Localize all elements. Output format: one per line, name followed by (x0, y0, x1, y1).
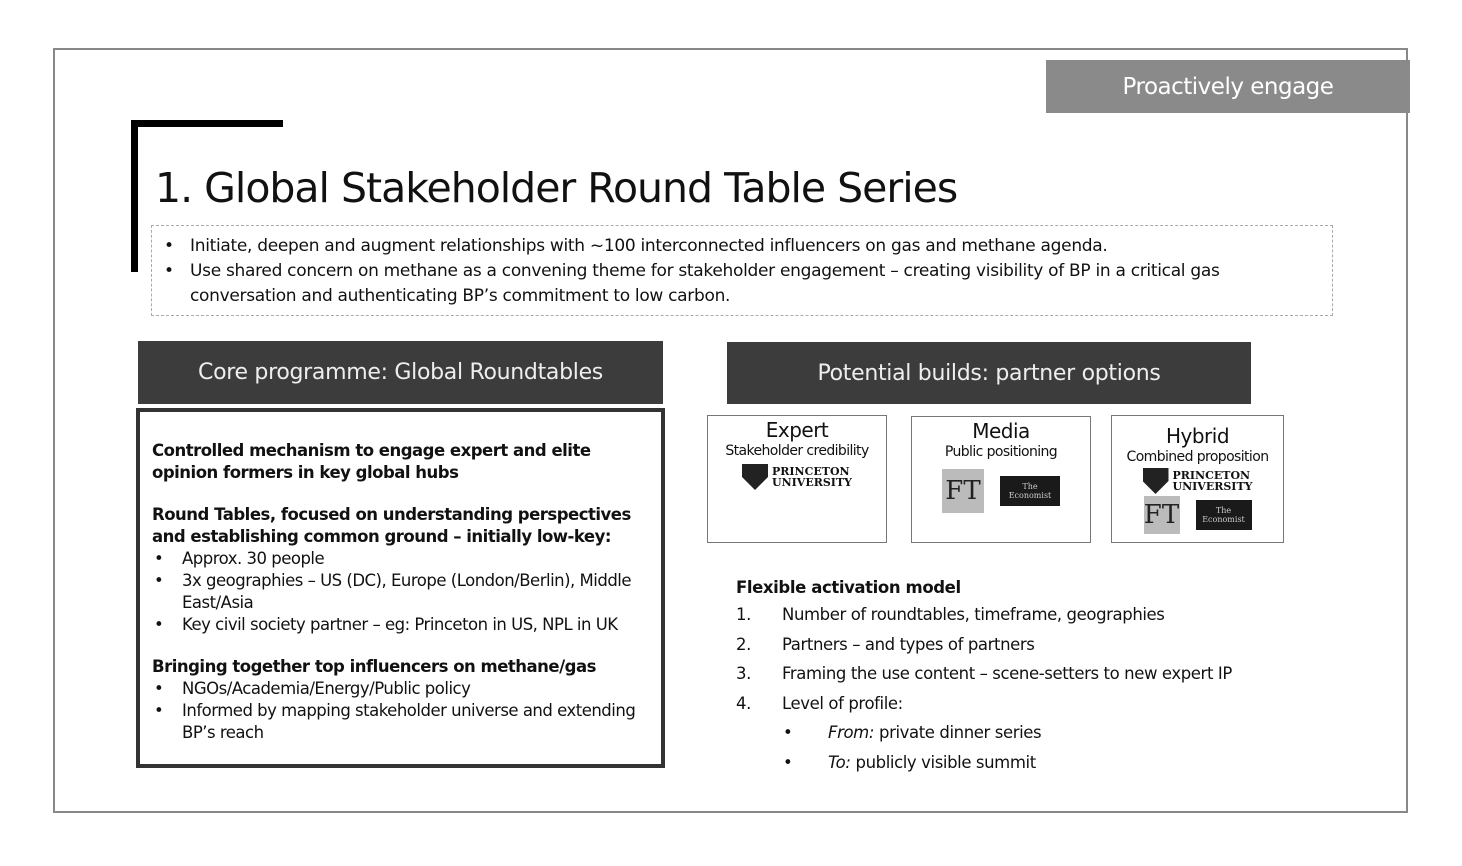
list-item: • Informed by mapping stakeholder universe and extending BP’s reach (152, 700, 649, 744)
economist-logo: The Economist (1000, 476, 1060, 506)
intro-bullet: • Use shared concern on methane as a convening theme for stakeholder engagement – creating visibility of BP in a critical gas conversation and authenticating BP’s commitment to low carbon. (164, 259, 1320, 309)
option-title: Hybrid (1165, 424, 1230, 448)
core-p1: Controlled mechanism to engage expert and elite opinion formers in key global hubs (152, 441, 591, 482)
list-item: • NGOs/Academia/Energy/Public policy (152, 678, 649, 700)
page-title: 1. Global Stakeholder Round Table Series (155, 164, 958, 212)
intro-bullet: • Initiate, deepen and augment relationships with ~100 interconnected influencers on gas and methane agenda. (164, 234, 1320, 259)
list-item: 4. Level of profile: (736, 693, 903, 713)
bracket-decoration (131, 120, 138, 272)
core-p3: Bringing together top influencers on methane/gas (152, 657, 596, 676)
builds-header: Potential builds: partner options (727, 342, 1251, 404)
core-p2: Round Tables, focused on understanding perspectives and establishing common ground – initially low-key: (152, 505, 631, 546)
option-title: Expert (765, 418, 829, 442)
list-item: 1. Number of roundtables, timeframe, geographies (736, 605, 1165, 624)
flex-heading: Flexible activation model (736, 578, 961, 597)
list-item: 3. Framing the use content – scene-setters to new expert IP (736, 664, 1232, 683)
list-item: • Approx. 30 people (152, 548, 649, 570)
ft-logo: FT (1144, 496, 1180, 534)
sub-item-from: • From: private dinner series (783, 723, 1042, 742)
princeton-logo: PRINCETON UNIVERSITY (708, 464, 886, 490)
option-subtitle: Public positioning (944, 444, 1058, 460)
shield-icon (742, 464, 768, 490)
shield-icon (1143, 468, 1169, 494)
list-item: • Key civil society partner – eg: Princeton in US, NPL in UK (152, 614, 649, 636)
option-title: Media (972, 419, 1030, 443)
bracket-decoration-top (131, 120, 283, 127)
core-programme-box (136, 408, 665, 768)
option-subtitle: Stakeholder credibility (725, 443, 869, 459)
option-hybrid (1111, 415, 1284, 543)
intro-box (151, 225, 1333, 316)
list-item: 2. Partners – and types of partners (736, 634, 1035, 654)
option-expert (707, 415, 887, 543)
flexible-activation-model (736, 578, 1232, 782)
section-tag: Proactively engage (1046, 60, 1410, 113)
option-subtitle: Combined proposition (1126, 449, 1269, 465)
list-item: • 3x geographies – US (DC), Europe (London/Berlin), Middle East/Asia (152, 570, 649, 614)
ft-logo: FT (942, 469, 984, 513)
core-header: Core programme: Global Roundtables (138, 341, 663, 404)
option-media (911, 416, 1091, 543)
economist-logo: The Economist (1196, 500, 1252, 530)
princeton-logo: PRINCETON UNIVERSITY (1112, 468, 1283, 494)
sub-item-to: • To: publicly visible summit (783, 752, 1036, 772)
